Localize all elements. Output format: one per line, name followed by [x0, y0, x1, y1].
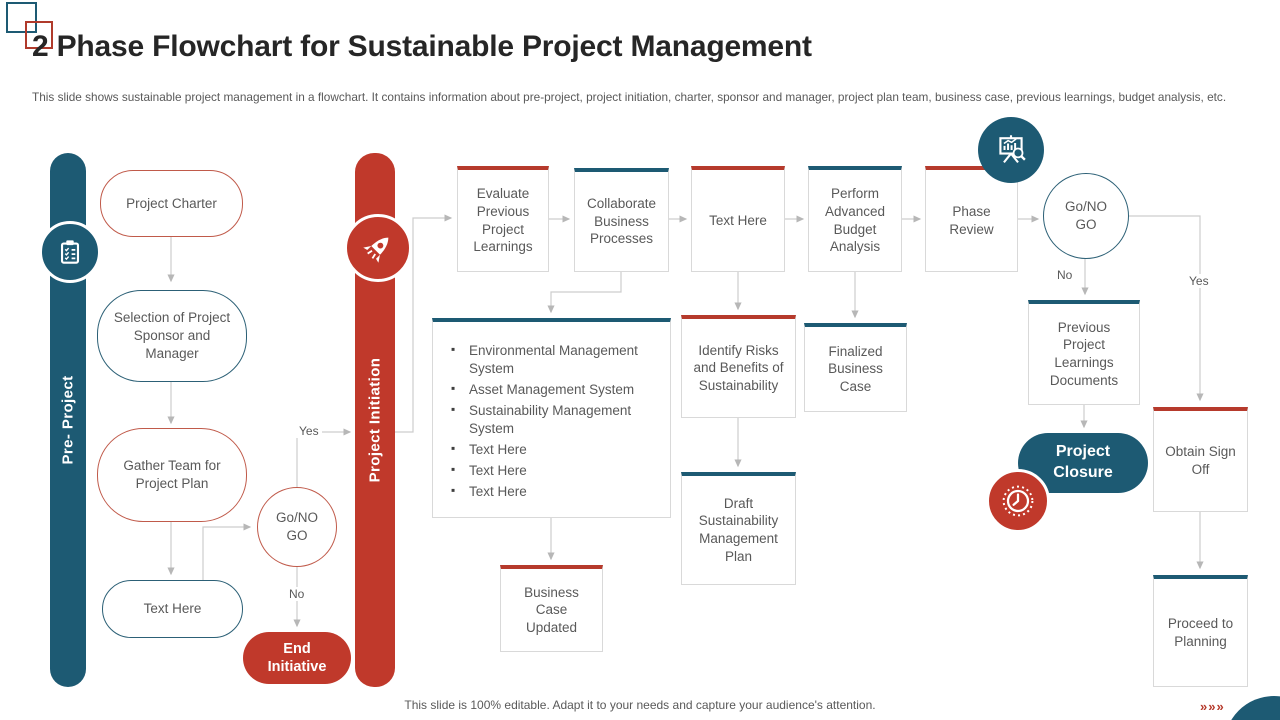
node-end-initiative-label: End Initiative — [267, 640, 327, 675]
footer-note: This slide is 100% editable. Adapt it to your needs and capture your audience's attention. — [404, 698, 876, 712]
bullet-item: ▪ Sustainability Management System — [447, 402, 662, 438]
node-go-no-go-1 — [257, 487, 337, 567]
bullet-item: ▪ Text Here — [447, 462, 662, 480]
bullet-item: ▪ Text Here — [447, 483, 662, 501]
node-text-here-2-label: Text Here — [709, 212, 767, 228]
node-project-charter-label: Project Charter — [126, 195, 217, 211]
node-go-no-go-2-label: Go/NO GO — [1064, 199, 1107, 232]
node-gather-team — [97, 428, 247, 522]
node-project-closure-label: Project Closure — [1053, 443, 1113, 481]
node-business-case-updated-label: Business Case Updated — [524, 584, 579, 635]
rocket-icon — [344, 214, 412, 282]
node-evaluate-learnings — [457, 166, 549, 272]
bullet-item: ▪ Text Here — [447, 441, 662, 459]
node-previous-docs-label: Previous Project Learnings Documents — [1049, 319, 1119, 388]
node-identify-risks-label: Identify Risks and Benefits of Sustainability — [693, 342, 784, 393]
node-project-charter — [100, 170, 243, 237]
phase-lane-pre-project-label: Pre- Project — [59, 375, 77, 465]
node-text-here-2 — [691, 166, 785, 272]
node-draft-plan-label: Draft Sustainability Management Plan — [698, 495, 779, 564]
node-proceed-to-planning — [1153, 575, 1248, 687]
label-yes-1: Yes — [296, 424, 322, 438]
node-obtain-sign-off-label: Obtain Sign Off — [1165, 444, 1236, 477]
node-go-no-go-2 — [1043, 173, 1129, 259]
node-obtain-sign-off — [1153, 407, 1248, 512]
node-selection-label: Selection of Project Sponsor and Manager — [113, 310, 231, 361]
node-finalized-business-case — [804, 323, 907, 412]
label-no-2: No — [1054, 268, 1075, 282]
node-phase-review-label: Phase Review — [949, 203, 994, 237]
presentation-analysis-icon — [978, 117, 1044, 183]
node-finalized-case-label: Finalized Business Case — [828, 343, 883, 394]
node-gather-team-label: Gather Team for Project Plan — [123, 458, 221, 491]
bullet-item: ▪ Environmental Management System — [447, 342, 662, 378]
label-no-1: No — [286, 587, 307, 601]
node-go-no-go-1-label: Go/NO GO — [275, 510, 318, 543]
page-subtitle: This slide shows sustainable project management in a flowchart. It contains information about pre-project, project initiation, charter, sponsor and manager, project plan team, business case, previous learnings, budget analysis, etc. — [32, 90, 1227, 104]
node-perform-budget-analysis — [808, 166, 902, 272]
node-collaborate-processes — [574, 168, 669, 272]
node-evaluate-label: Evaluate Previous Project Learnings — [473, 186, 533, 255]
node-bullet-list — [432, 318, 671, 518]
clock-icon — [986, 469, 1050, 533]
bullet-item: ▪ Asset Management System — [447, 381, 662, 399]
node-end-initiative — [243, 632, 351, 684]
node-text-here-1-label: Text Here — [143, 601, 202, 617]
node-selection-sponsor-manager — [97, 290, 247, 382]
node-text-here-1 — [102, 580, 243, 638]
node-identify-risks — [681, 315, 796, 418]
clipboard-icon — [39, 221, 101, 283]
phase-lane-project-initiation-label: Project Initiation — [366, 357, 384, 483]
footer-chevrons-icon: »»» — [1200, 699, 1225, 714]
node-collaborate-label: Collaborate Business Processes — [586, 196, 657, 247]
node-perform-label: Perform Advanced Budget Analysis — [824, 186, 886, 255]
page-title: 2 Phase Flowchart for Sustainable Project Management — [32, 30, 812, 63]
node-previous-learnings-documents — [1028, 300, 1140, 405]
bullet-list — [447, 342, 662, 504]
node-business-case-updated — [500, 565, 603, 652]
label-yes-2: Yes — [1186, 274, 1212, 288]
node-proceed-planning-label: Proceed to Planning — [1167, 615, 1234, 649]
node-draft-sustainability-plan — [681, 472, 796, 585]
